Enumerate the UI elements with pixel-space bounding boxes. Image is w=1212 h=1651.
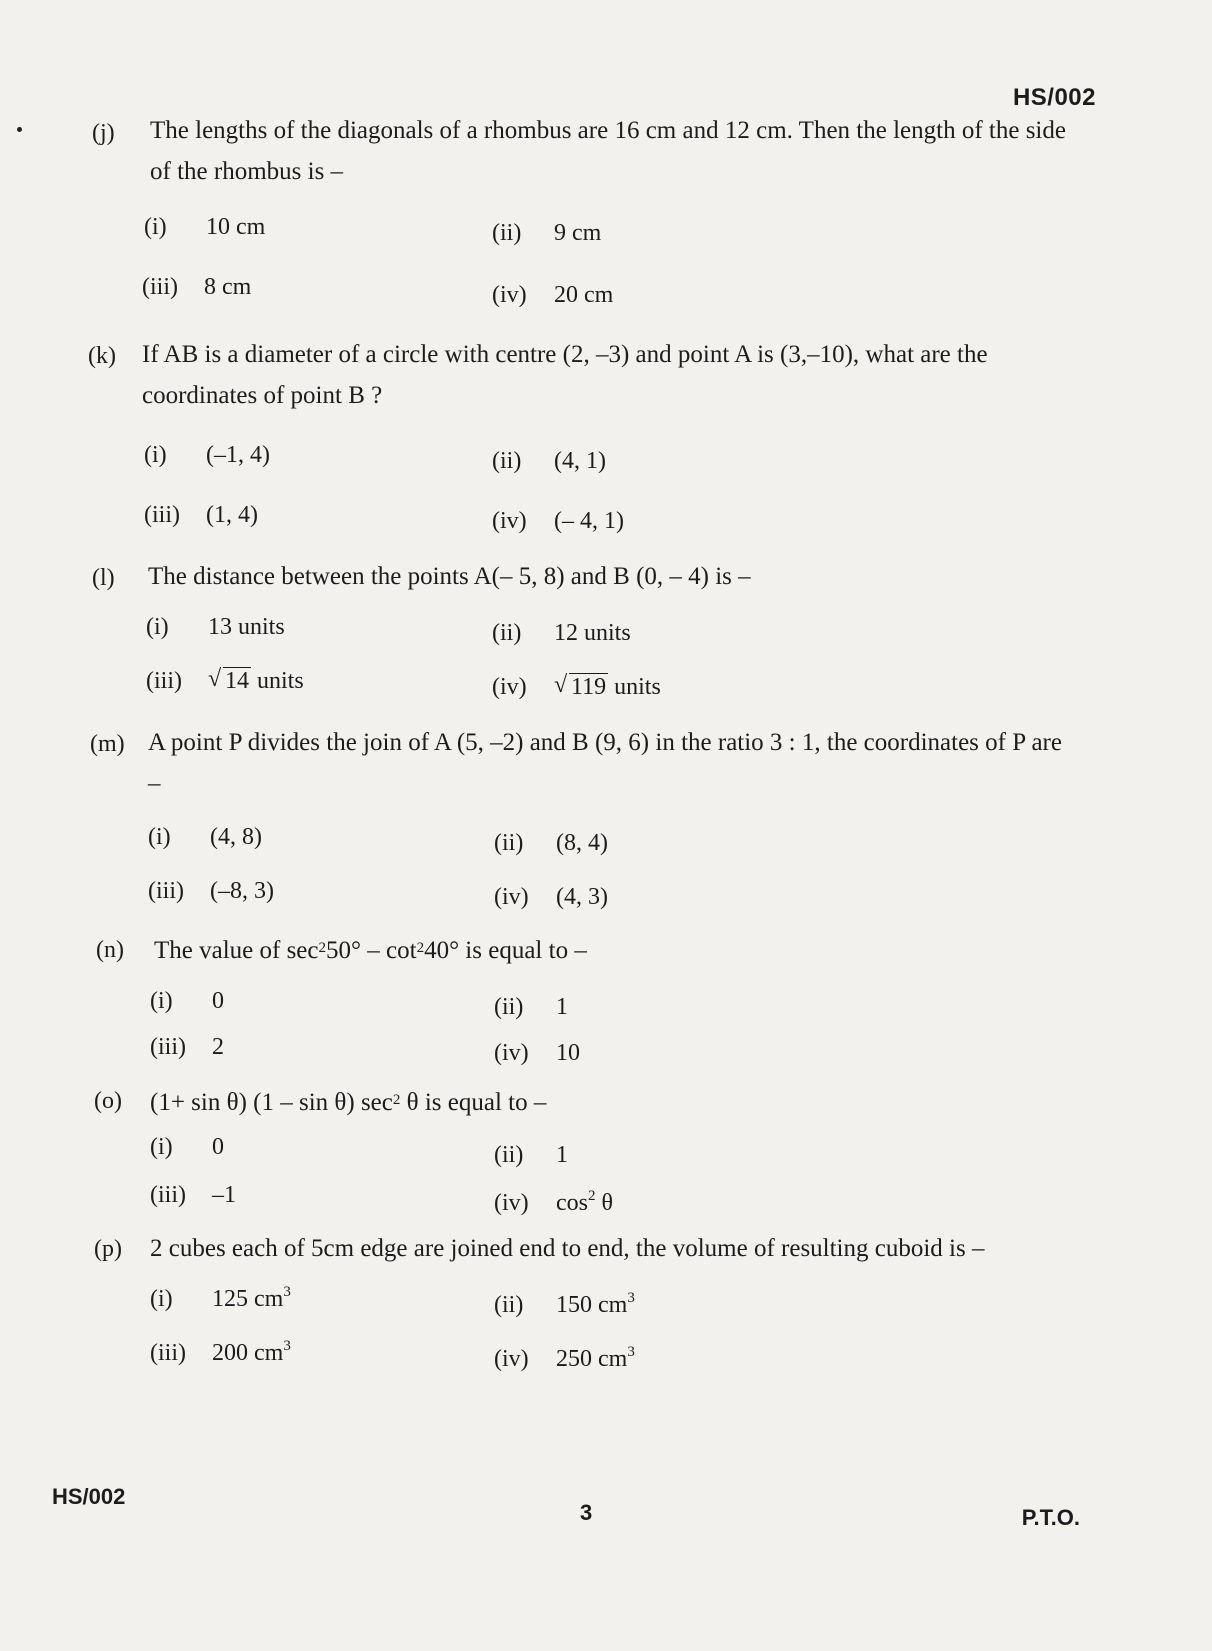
- option-ii: (ii) (8, 4): [494, 830, 608, 856]
- question-text: (1+ sin θ) (1 – sin θ) $\sec^2 \theta$ is equal to –: [150, 1089, 547, 1116]
- option-iv: (iv) 10: [494, 1040, 580, 1066]
- option-ii: (ii) 12 units: [492, 620, 631, 646]
- option-i: (i) 0: [150, 1134, 224, 1160]
- question-text: If AB is a diameter of a circle with centre (2, –3) and point A is (3,–10), what are the coordinates of point B ?: [142, 341, 988, 409]
- option-ii: (ii) 150 $cm^3$: [494, 1290, 635, 1318]
- question-text: The lengths of the diagonals of a rhombus are 16 cm and 12 cm. Then the length of the side of the rhombus is –: [150, 117, 1066, 185]
- question-text: 2 cubes each of 5cm edge are joined end to end, the volume of resulting cuboid is –: [150, 1235, 985, 1262]
- option-ii: (ii) 9 cm: [492, 220, 602, 246]
- question-text: The distance between the points A(– 5, 8) and B (0, – 4) is –: [148, 563, 751, 590]
- paper-code-header: HS/002: [1012, 84, 1096, 111]
- option-iv: (iv) $\cos^2 \theta$: [494, 1188, 613, 1216]
- page-number: 3: [580, 1500, 593, 1525]
- option-ii: (ii) (4, 1): [492, 448, 606, 474]
- stray-dot: [17, 127, 22, 132]
- option-iii: (iii) 200 $cm^3$: [150, 1338, 291, 1366]
- paper-code-footer: HS/002: [52, 1484, 126, 1509]
- option-i: (i) (–1, 4): [144, 442, 270, 468]
- square-root-icon: √ 119: [554, 674, 608, 701]
- question-text: A point P divides the join of A (5, –2) and B (9, 6) in the ratio 3 : 1, the coordinates of P are –: [148, 729, 1062, 797]
- option-iii: (iii) (1, 4): [144, 502, 258, 528]
- option-i: (i) 13 units: [146, 614, 285, 640]
- question-label: (o): [94, 1088, 122, 1114]
- question-label: (m): [90, 731, 125, 757]
- option-ii: (ii) 1: [494, 1142, 568, 1168]
- option-i: (i) (4, 8): [148, 824, 262, 850]
- option-iv: (iv) (– 4, 1): [492, 508, 624, 534]
- question-text: The value of $\sec^250^\circ - \cot^240^\circ$ is equal to –: [154, 937, 587, 964]
- option-iv: (iv)√ 119 units: [492, 674, 661, 701]
- option-ii: (ii) 1: [494, 994, 568, 1020]
- option-i: (i) 0: [150, 988, 224, 1014]
- option-iii: (iii) 2: [150, 1034, 224, 1060]
- question-label: (j): [92, 120, 115, 146]
- option-iv: (iv) 20 cm: [492, 282, 614, 308]
- please-turn-over: P.T.O.: [1021, 1505, 1080, 1530]
- question-label: (l): [92, 565, 115, 591]
- option-iv: (iv) (4, 3): [494, 884, 608, 910]
- option-iii: (iii) –1: [150, 1182, 236, 1208]
- option-i: (i) 125 $cm^3$: [150, 1284, 291, 1312]
- option-iii: (iii) (–8, 3): [148, 878, 274, 904]
- option-iii: (iii) 8 cm: [142, 274, 252, 300]
- question-label: (k): [88, 343, 116, 369]
- option-iv: (iv) 250 $cm^3$: [494, 1344, 635, 1372]
- option-iii: (iii)√ 14 units: [146, 668, 304, 695]
- question-label: (p): [94, 1236, 122, 1262]
- square-root-icon: √ 14: [208, 668, 251, 695]
- question-label: (n): [96, 937, 124, 963]
- option-i: (i) 10 cm: [144, 214, 266, 240]
